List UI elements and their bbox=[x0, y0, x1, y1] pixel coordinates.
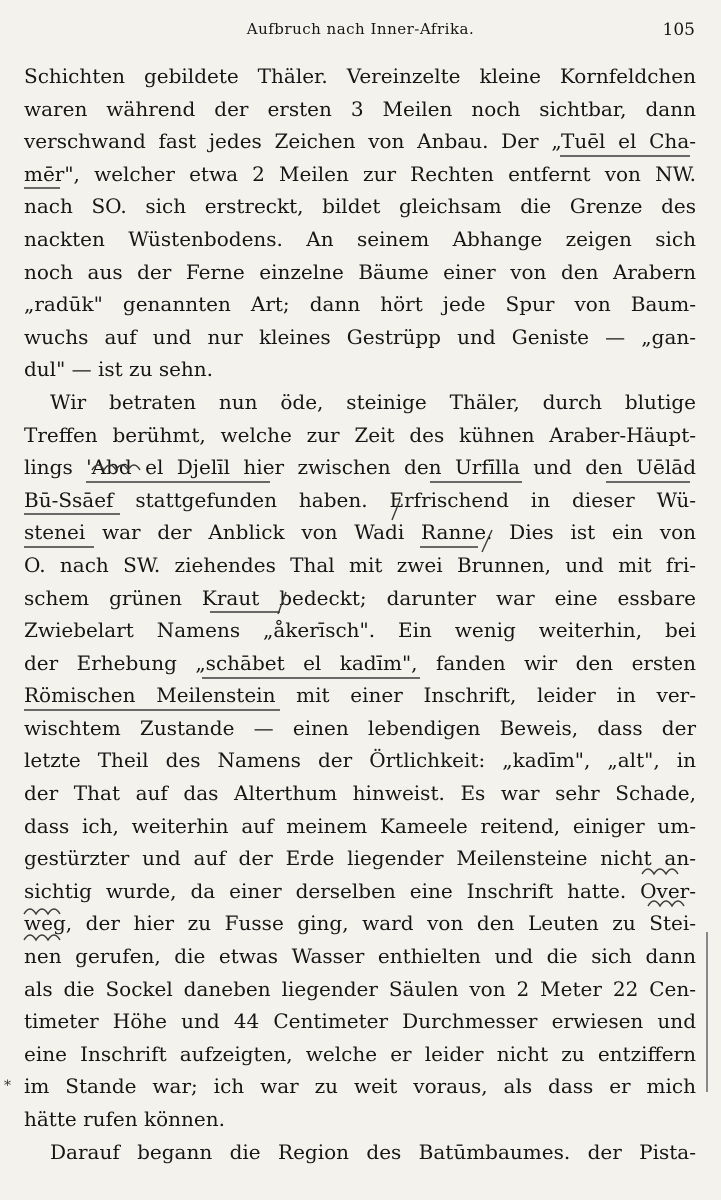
text-line: O. nach SW. ziehendes Thal mit zwei Brunnen, und mit fri- bbox=[24, 552, 696, 577]
text-line: weg, der hier zu Fusse ging, ward von den Leuten zu Stei- bbox=[24, 911, 696, 936]
text-line: dul" — ist zu sehn. bbox=[24, 357, 214, 382]
running-title: Aufbruch nach Inner-Afrika. bbox=[246, 20, 475, 38]
text-line: gestürzter und auf der Erde liegender Meilensteine nicht an- bbox=[24, 846, 696, 871]
text-line: dass ich, weiterhin auf meinem Kameele reitend, einiger um- bbox=[24, 813, 696, 838]
text-line: nen gerufen, die etwas Wasser enthielten und die sich dann bbox=[24, 944, 696, 969]
text-line: timeter Höhe und 44 Centimeter Durchmesser erwiesen und bbox=[24, 1009, 696, 1034]
text-line: im Stande war; ich war zu weit voraus, als dass er mich bbox=[24, 1074, 696, 1099]
page-header bbox=[0, 20, 721, 46]
text-line: Schichten gebildete Thäler. Vereinzelte kleine Kornfeldchen bbox=[24, 64, 696, 88]
text-line: Bū-Ssāef stattgefunden haben. Erfrischend in dieser Wü- bbox=[24, 487, 696, 512]
text-line: nackten Wüstenbodens. An seinem Abhange zeigen sich bbox=[24, 226, 696, 251]
text-line: waren während der ersten 3 Meilen noch sichtbar, dann bbox=[24, 96, 696, 121]
text-line: als die Sockel daneben liegender Säulen von 2 Meter 22 Cen- bbox=[24, 976, 696, 1001]
text-line: hätte rufen können. bbox=[24, 1107, 225, 1131]
page-number: 105 bbox=[662, 20, 695, 40]
text-line: Zwiebelart Namens „åkerīsch". Ein wenig weiterhin, bei bbox=[24, 618, 696, 643]
pencil-margin-line bbox=[706, 932, 708, 1092]
text-line: der That auf das Alterthum hinweist. Es war sehr Schade, bbox=[24, 781, 696, 806]
paragraph-start-line: Wir betraten nun öde, steinige Thäler, durch blutige bbox=[50, 389, 696, 414]
text-line: der Erhebung „schābet el kadīm", fanden wir den ersten bbox=[24, 650, 696, 675]
text-line: wuchs auf und nur kleines Gestrüpp und Geniste — „gan- bbox=[24, 324, 696, 349]
text-line: „radūk" genannten Art; dann hört jede Spur von Baum- bbox=[24, 292, 696, 317]
body-text bbox=[24, 60, 696, 1168]
text-line: wischtem Zustande — einen lebendigen Beweis, dass der bbox=[24, 715, 696, 740]
text-line: mēr", welcher etwa 2 Meilen zur Rechten entfernt von NW. bbox=[24, 161, 696, 186]
margin-asterisk: * bbox=[4, 1078, 11, 1094]
text-line: noch aus der Ferne einzelne Bäume einer von den Arabern bbox=[24, 259, 696, 284]
text-line: verschwand fast jedes Zeichen von Anbau. Der „Tuēl el Cha- bbox=[24, 129, 696, 154]
text-line: stenei war der Anblick von Wadi Ranne. Dies ist ein von bbox=[24, 520, 696, 545]
text-line: sichtig wurde, da einer derselben eine Inschrift hatte. Over- bbox=[24, 878, 696, 903]
text-line: letzte Theil des Namens der Örtlichkeit: „kadīm", „alt", in bbox=[24, 748, 696, 773]
text-line: nach SO. sich erstreckt, bildet gleichsam die Grenze des bbox=[24, 194, 696, 219]
text-line: schem grünen Kraut bedeckt; darunter war eine essbare bbox=[24, 585, 696, 610]
text-line: Treffen berühmt, welche zur Zeit des kühnen Araber-Häupt- bbox=[24, 422, 696, 447]
text-line: lings 'Abd el Djelīl hier zwischen den Urfīlla und den Uēlād bbox=[24, 455, 696, 480]
text-line: eine Inschrift aufzeigten, welche er leider nicht zu entziffern bbox=[24, 1041, 696, 1066]
paragraph-start-line: Darauf begann die Region des Batūmbaumes. der Pista- bbox=[50, 1139, 696, 1164]
text-line: Römischen Meilenstein mit einer Inschrift, leider in ver- bbox=[24, 683, 696, 708]
